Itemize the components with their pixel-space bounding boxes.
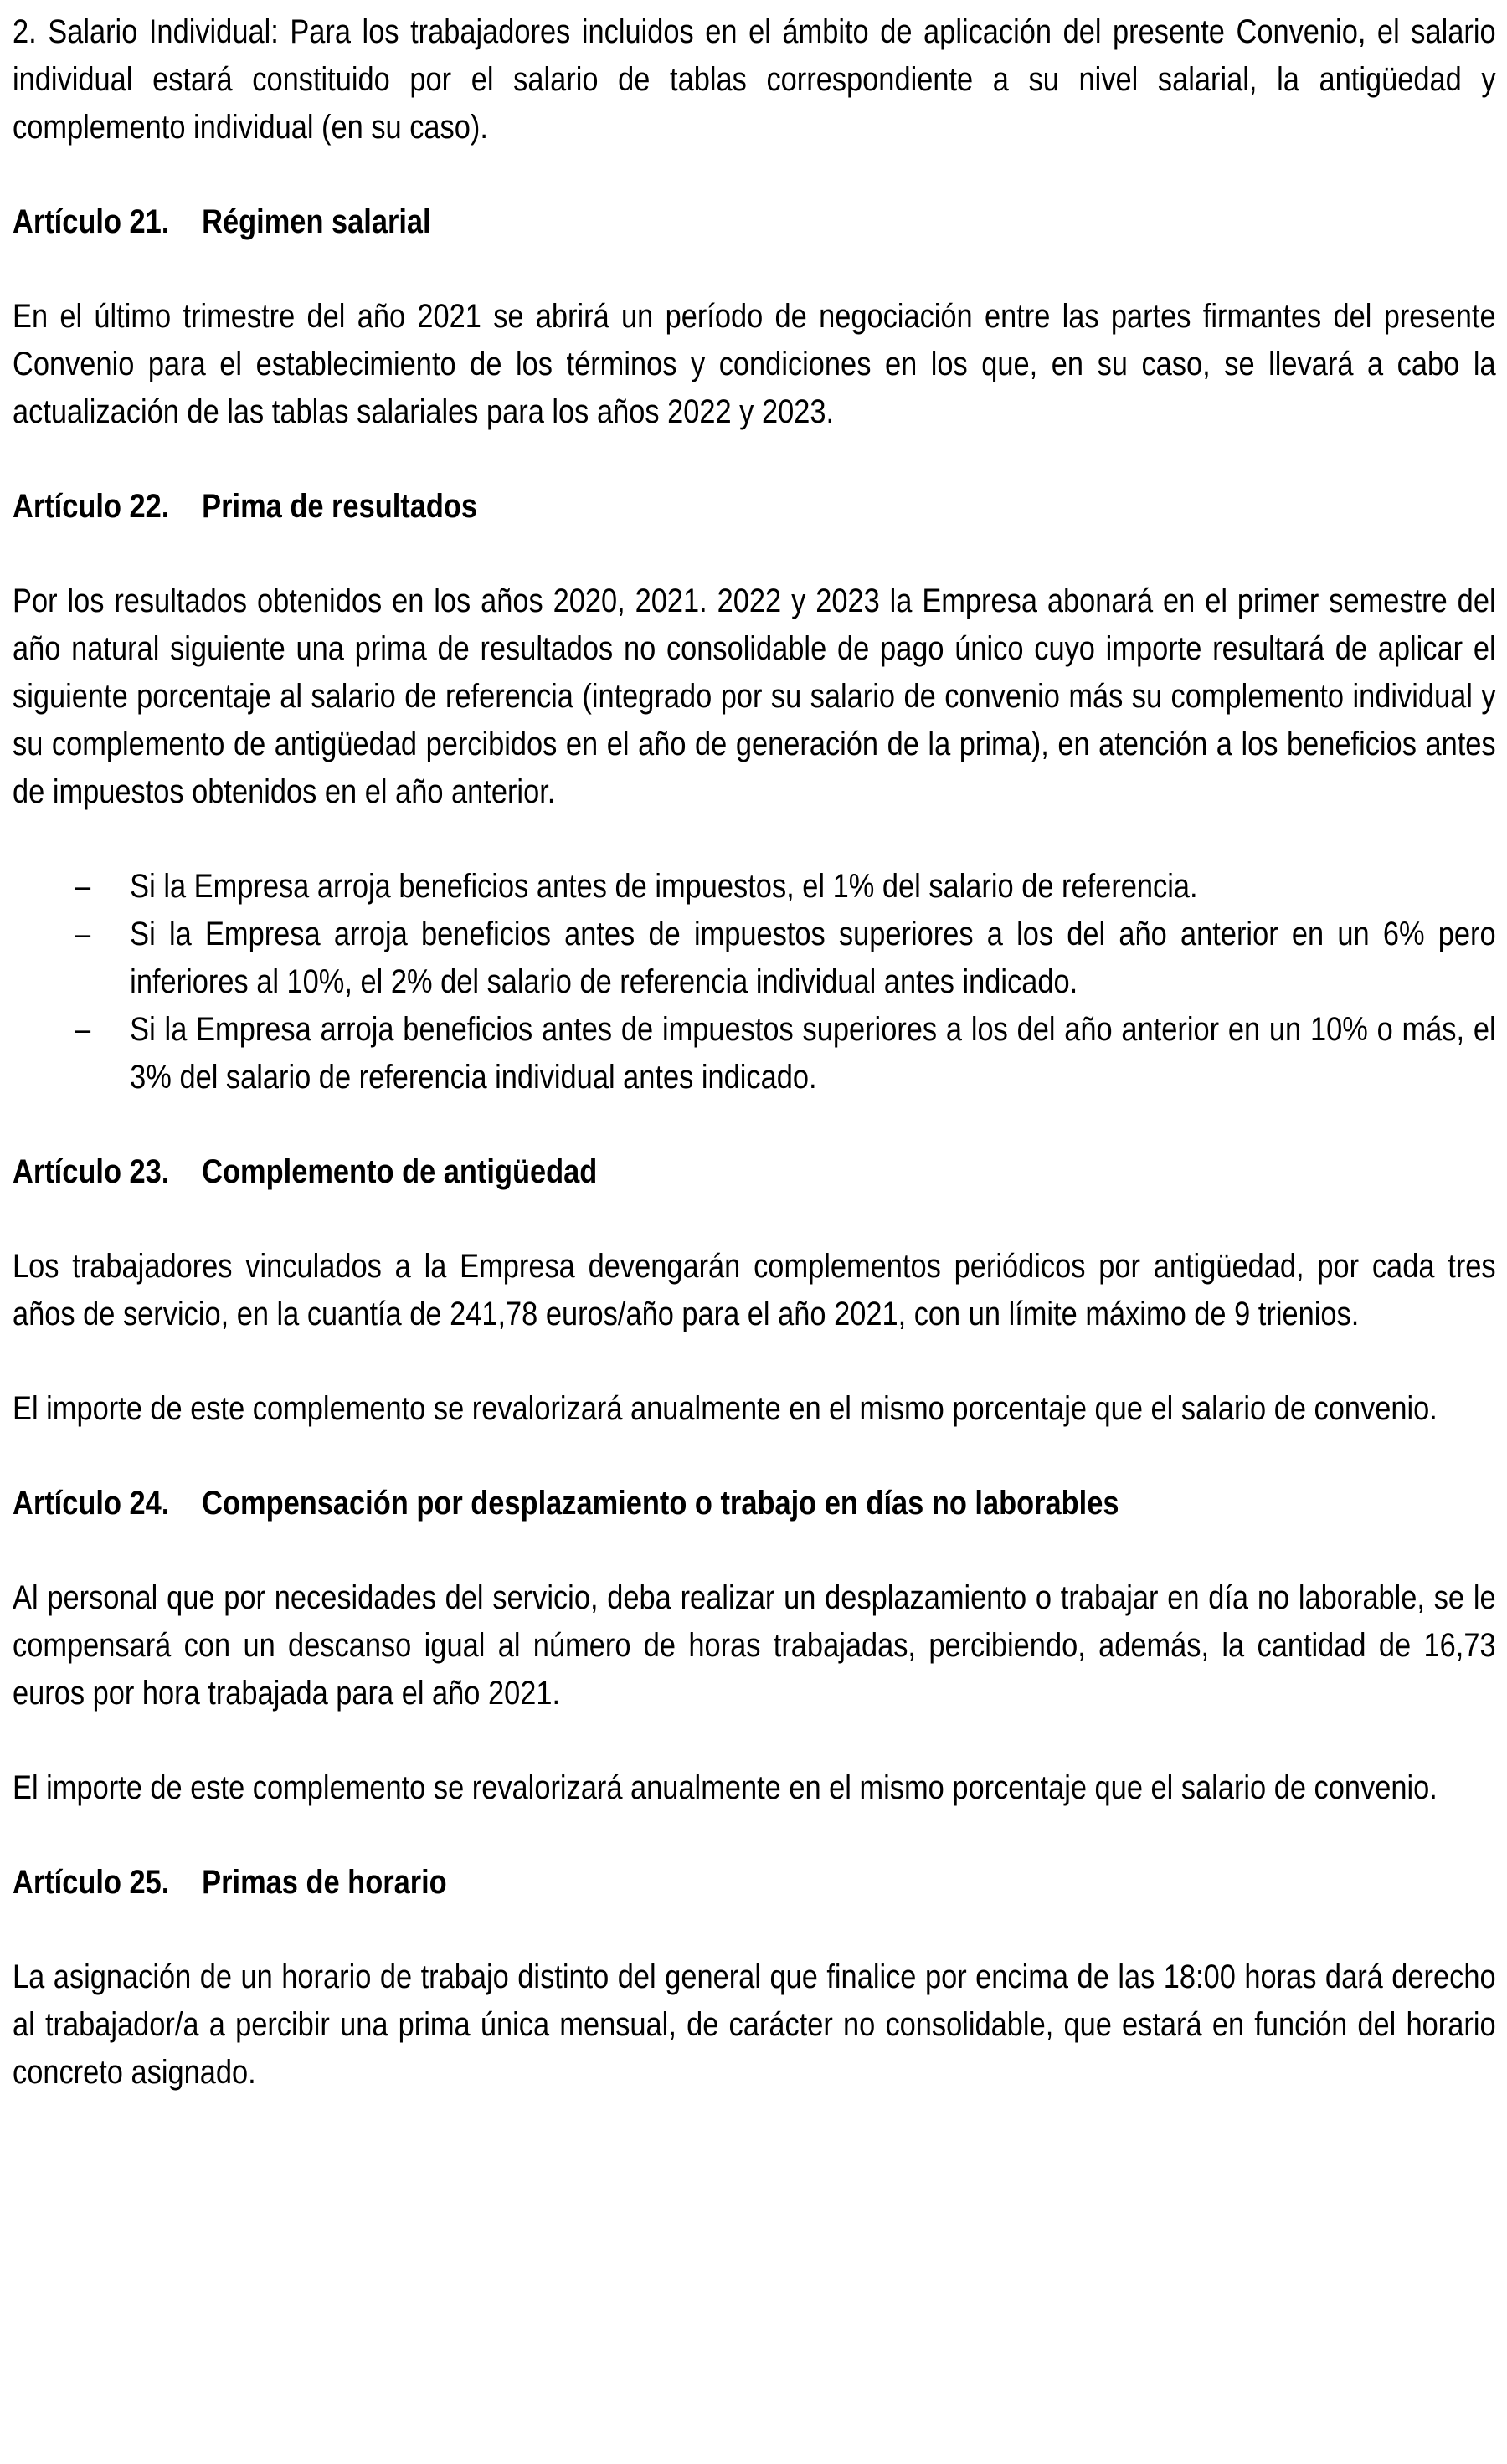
article-21-paragraph-1: En el último trimestre del año 2021 se abrirá un período de negociación entre las partes firmantes del presente Convenio para el establecimiento de los términos y condiciones en los que, en su caso, se llevará a cabo la actualización de las tablas salariales para los años 2022 y 2023.	[13, 298, 1496, 430]
article-21-heading	[13, 198, 1496, 246]
article-24-paragraph-1: Al personal que por necesidades del servicio, deba realizar un desplazamiento o trabajar en día no laborable, se le compensará con un descanso igual al número de horas trabajadas, percibiendo, además, la cantidad de 16,73 euros por hora trabajada para el año 2021.	[13, 1579, 1496, 1712]
list-item-text: Si la Empresa arroja beneficios antes de impuestos superiores a los del año anterior en un 6% pero inferiores al 10%, el 2% del salario de referencia individual antes indicado.	[130, 916, 1496, 1000]
article-24-heading	[13, 1480, 1496, 1527]
list-item	[13, 863, 1496, 911]
article-23-heading	[13, 1148, 1496, 1196]
article-title: Compensación por desplazamiento o trabajo en días no laborables	[202, 1485, 1119, 1522]
list-item-text: Si la Empresa arroja beneficios antes de impuestos superiores a los del año anterior en un 10% o más, el 3% del salario de referencia individual antes indicado.	[130, 1011, 1496, 1096]
article-23-paragraph-1: Los trabajadores vinculados a la Empresa devengarán complementos periódicos por antigüedad, por cada tres años de servicio, en la cuantía de 241,78 euros/año para el año 2021, con un límite máximo de 9 trienios.	[13, 1248, 1496, 1332]
intro-paragraph: 2. Salario Individual: Para los trabajadores incluidos en el ámbito de aplicación del presente Convenio, el salario individual estará constituido por el salario de tablas correspondiente a su nivel salarial, la antigüedad y complemento individual (en su caso).	[13, 13, 1496, 146]
article-24-paragraph-2: El importe de este complemento se revalorizará anualmente en el mismo porcentaje que el salario de convenio.	[13, 1769, 1438, 1806]
dash-bullet: –	[74, 868, 91, 905]
list-item-text: Si la Empresa arroja beneficios antes de impuestos, el 1% del salario de referencia.	[130, 868, 1198, 905]
document-page	[13, 8, 1496, 2143]
article-25-paragraph-1: La asignación de un horario de trabajo distinto del general que finalice por encima de las 18:00 horas dará derecho al trabajador/a a percibir una prima única mensual, de carácter no consolidable, que estará en función del horario concreto asignado.	[13, 1958, 1496, 2091]
article-title: Complemento de antigüedad	[202, 1153, 598, 1190]
article-title: Prima de resultados	[202, 488, 478, 525]
list-item	[13, 1006, 1496, 1101]
article-number: Artículo 24.	[13, 1485, 170, 1522]
article-title: Régimen salarial	[202, 203, 431, 240]
article-number: Artículo 22.	[13, 488, 170, 525]
dash-bullet: –	[74, 916, 91, 952]
document-body	[13, 8, 1496, 2097]
article-number: Artículo 21.	[13, 203, 170, 240]
article-22-paragraph-1: Por los resultados obtenidos en los años 2020, 2021. 2022 y 2023 la Empresa abonará en el primer semestre del año natural siguiente una prima de resultados no consolidable de pago único cuyo importe resultará de aplicar el siguiente porcentaje al salario de referencia (integrado por su salario de convenio más su complemento individual y su complemento de antigüedad percibidos en el año de generación de la prima), en atención a los beneficios antes de impuestos obtenidos en el año anterior.	[13, 583, 1496, 810]
article-22-heading	[13, 483, 1496, 531]
list-item	[13, 911, 1496, 1006]
article-25-heading	[13, 1859, 1496, 1907]
article-22-bullet-list	[13, 863, 1496, 1101]
article-number: Artículo 25.	[13, 1864, 170, 1901]
article-number: Artículo 23.	[13, 1153, 170, 1190]
dash-bullet: –	[74, 1011, 91, 1048]
article-title: Primas de horario	[202, 1864, 447, 1901]
article-23-paragraph-2: El importe de este complemento se revalorizará anualmente en el mismo porcentaje que el salario de convenio.	[13, 1390, 1438, 1427]
